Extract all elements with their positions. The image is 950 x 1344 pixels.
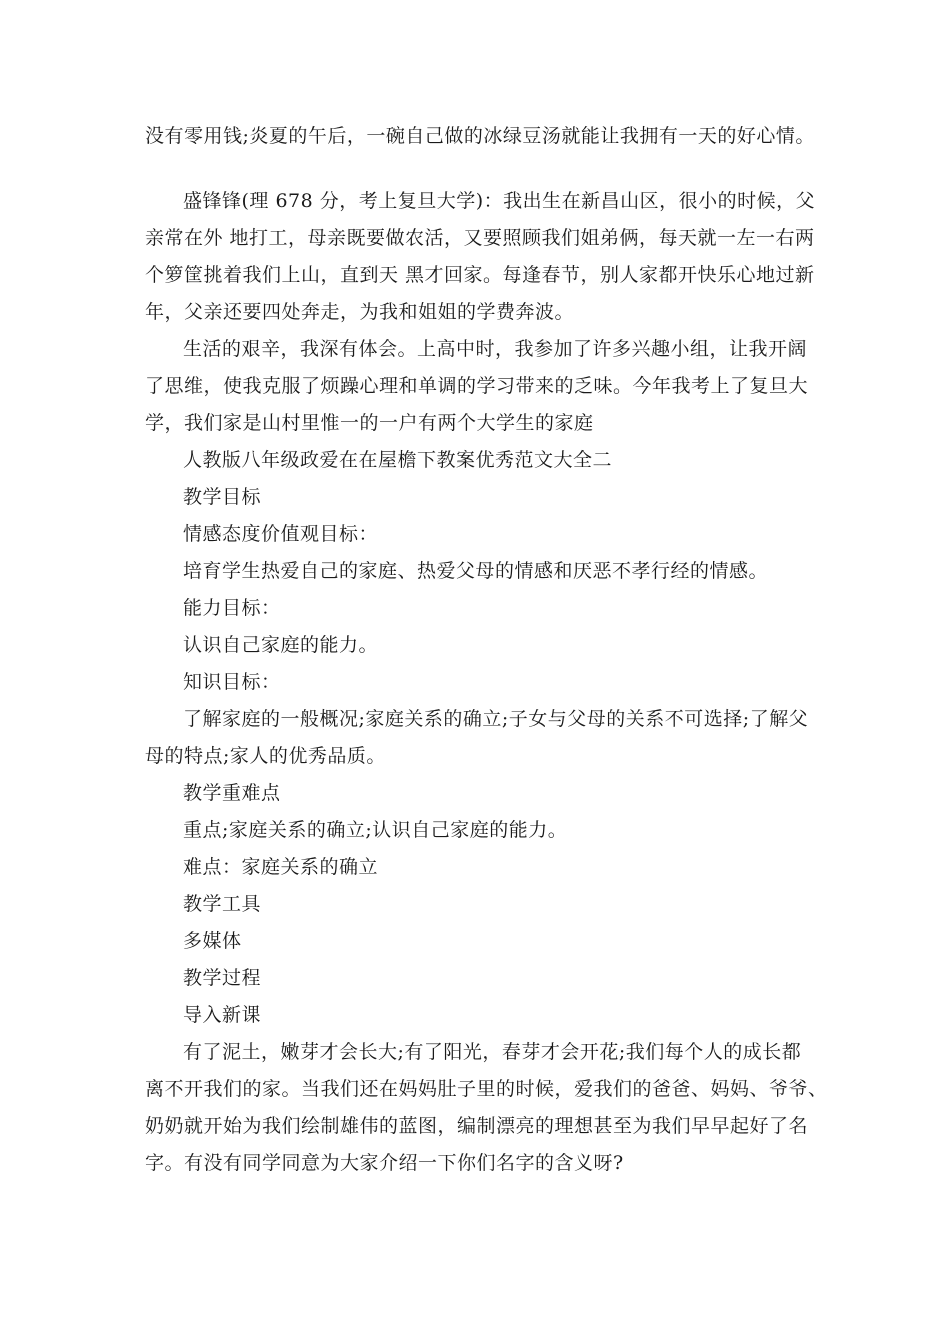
text-line: 没有零用钱;炎夏的午后，一碗自己做的冰绿豆汤就能让我拥有一天的好心情。	[145, 125, 815, 147]
text-line: 学，我们家是山村里惟一的一户有两个大学生的家庭	[145, 412, 594, 434]
heading: 能力目标：	[183, 597, 281, 619]
text-line: 亲常在外 地打工，母亲既要做农活，又要照顾我们姐弟俩，每天就一左一右两	[145, 227, 815, 249]
heading: 教学目标	[183, 486, 262, 508]
text-line: 重点;家庭关系的确立;认识自己家庭的能力。	[183, 819, 568, 841]
document-page	[145, 118, 828, 1182]
text-line: 生活的艰辛，我深有体会。上高中时，我参加了许多兴趣小组，让我开阔	[183, 338, 808, 360]
heading: 教学过程	[183, 967, 262, 989]
text-line: 个箩筐挑着我们上山，直到天 黑才回家。每逢春节，别人家都开快乐心地过新	[145, 264, 815, 286]
text-line: 多媒体	[183, 930, 242, 952]
heading: 导入新课	[183, 1004, 262, 1026]
text-line: 离不开我们的家。当我们还在妈妈肚子里的时候，爱我们的爸爸、妈妈、爷爷、	[145, 1078, 828, 1100]
text-line: 盛锋锋(理 678 分，考上复旦大学)：我出生在新昌山区，很小的时候，父	[183, 190, 816, 212]
heading: 教学重难点	[183, 782, 281, 804]
text-line: 字。有没有同学同意为大家介绍一下你们名字的含义呀?	[145, 1152, 624, 1174]
heading: 情感态度价值观目标：	[183, 523, 379, 545]
text-line: 了解家庭的一般概况;家庭关系的确立;子女与父母的关系不可选择;了解父	[183, 708, 809, 730]
text-line: 了思维，使我克服了烦躁心理和单调的学习带来的乏味。今年我考上了复旦大	[145, 375, 809, 397]
heading: 教学工具	[183, 893, 262, 915]
paragraph-gap	[145, 155, 810, 183]
text-line: 母的特点;家人的优秀品质。	[145, 745, 386, 767]
text-line: 有了泥土，嫩芽才会长大;有了阳光，春芽才会开花;我们每个人的成长都	[183, 1041, 802, 1063]
text-line: 年，父亲还要四处奔走，为我和姐姐的学费奔波。	[145, 301, 575, 323]
heading: 知识目标：	[183, 671, 281, 693]
text-line: 奶奶就开始为我们绘制雄伟的蓝图，编制漂亮的理想甚至为我们早早起好了名	[145, 1115, 809, 1137]
section-title: 人教版八年级政爱在在屋檐下教案优秀范文大全二	[183, 449, 613, 471]
text-line: 认识自己家庭的能力。	[183, 634, 379, 656]
text-line: 培育学生热爱自己的家庭、热爱父母的情感和厌恶不孝行经的情感。	[183, 560, 769, 582]
text-line: 难点：家庭关系的确立	[183, 856, 379, 878]
